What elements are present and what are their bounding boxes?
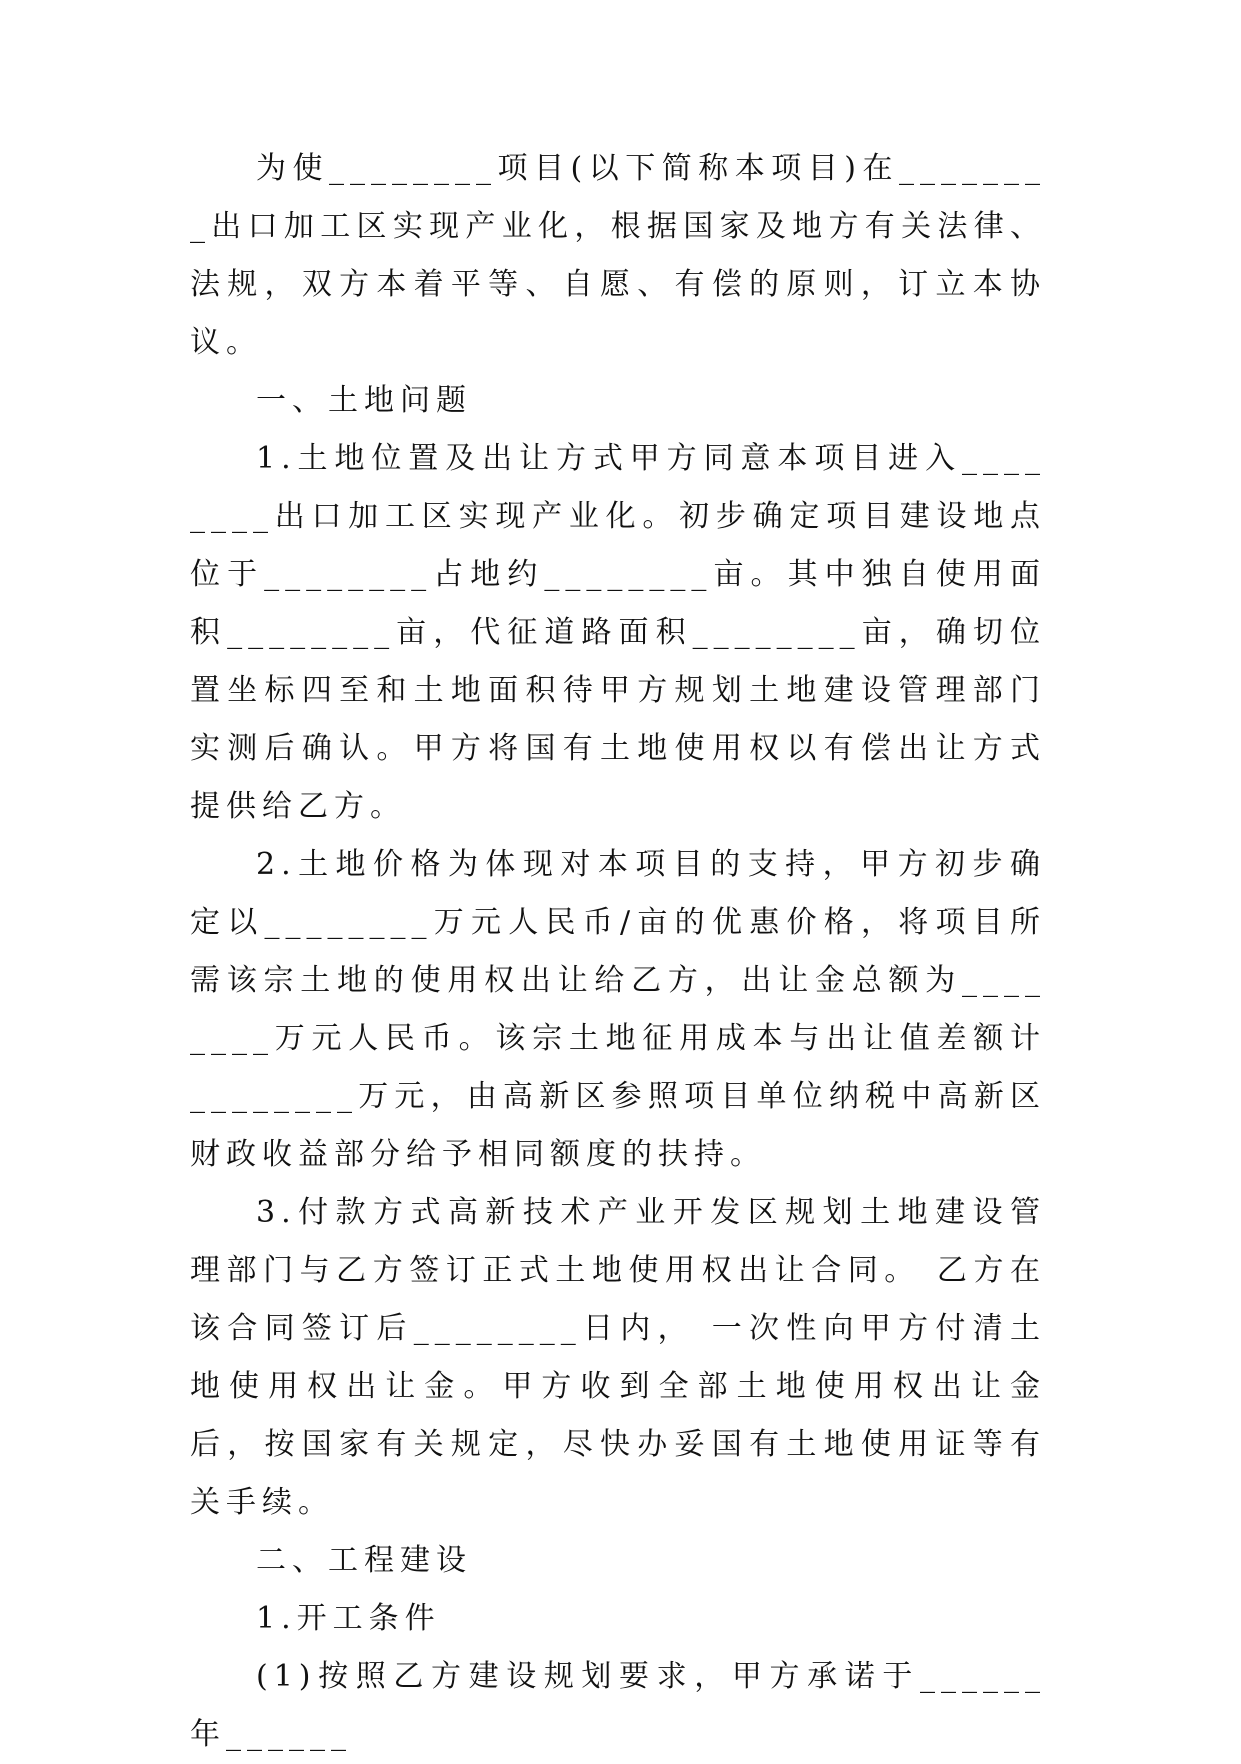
clause-payment-method: 3.付款方式高新技术产业开发区规划土地建设管理部门与乙方签订正式土地使用权出让合同。 乙方在该合同签订后________日内， 一次性向甲方付清土地使用权出让金。甲方收到全部土地使用权出让金后，按国家有关规定，尽快办妥国有土地使用证等有关手续。	[190, 1195, 1046, 1520]
clause-land-location: 1.土地位置及出让方式甲方同意本项目进入________出口加工区实现产业化。初步确定项目建设地点位于________占地约________亩。其中独自使用面积________亩，代征道路面积________亩，确切位置坐标四至和土地面积待甲方规划土地建设管理部门实测后确认。甲方将国有土地使用权以有偿出让方式提供给乙方。	[190, 441, 1046, 824]
clause-land-price: 2.土地价格为体现对本项目的支持，甲方初步确定以________万元人民币/亩的优惠价格，将项目所需该宗土地的使用权出让给乙方，出让金总额为________万元人民币。该宗土地征用成本与出让值差额计________万元，由高新区参照项目单位纳税中高新区财政收益部分给予相同额度的扶持。	[190, 847, 1046, 1172]
clause-start-condition-1: (1)按照乙方建设规划要求，甲方承诺于______年______	[190, 1659, 1046, 1752]
document-body	[190, 140, 1046, 1764]
intro-paragraph: 为使________项目(以下简称本项目)在________出口加工区实现产业化，根据国家及地方有关法律、法规，双方本着平等、自愿、有偿的原则，订立本协议。	[190, 151, 1046, 360]
subheading-start-conditions: 1.开工条件	[256, 1601, 441, 1636]
section-heading-construction: 二、工程建设	[256, 1543, 472, 1578]
section-heading-land: 一、土地问题	[256, 383, 472, 418]
